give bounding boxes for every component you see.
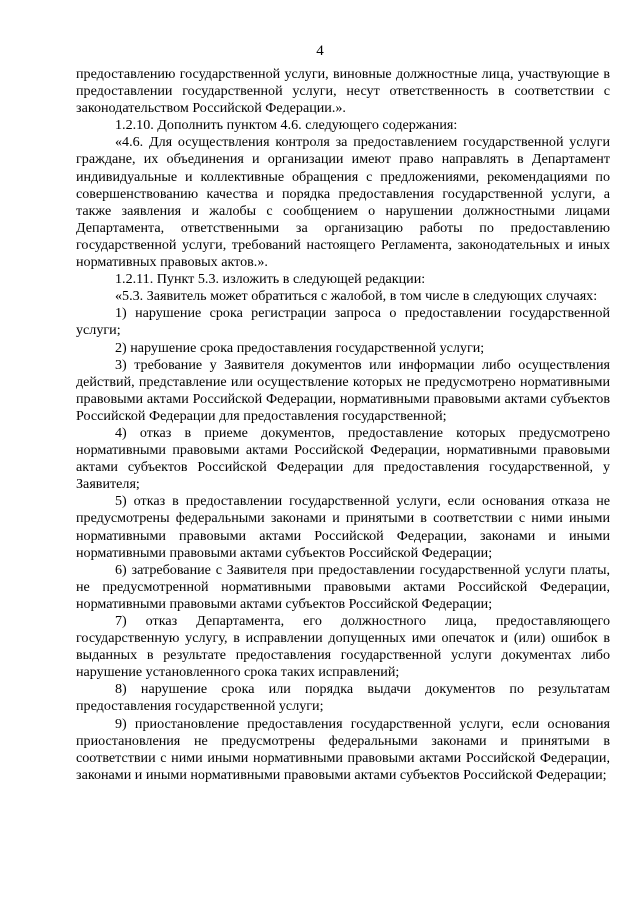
list-item-3: 3) требование у Заявителя документов или информации либо осуществления действий, представление или осуществление которых не предусмотрено нормативными правовыми актами Российской Федерации, нормативными правовыми актами субъектов Российской Федерации для предоставления государственной;	[76, 356, 610, 424]
list-item-1: 1) нарушение срока регистрации запроса о предоставлении государственной услуги;	[76, 305, 610, 339]
list-item-5: 5) отказ в предоставлении государственной услуги, если основания отказа не предусмотрены федеральными законами и принятыми в соответствии с ними иными нормативными правовыми актами Российской Федерации, законами и иными нормативными правовыми актами субъектов Российской Федерации;	[76, 493, 610, 561]
list-item-8: 8) нарушение срока или порядка выдачи документов по результатам предоставления государственной услуги;	[76, 681, 610, 715]
page-number: 4	[316, 43, 324, 59]
list-item-2: 2) нарушение срока предоставления государственной услуги;	[115, 339, 485, 356]
list-item-6: 6) затребование с Заявителя при предоставлении государственной услуги платы, не предусмотренной нормативными правовыми актами Российской Федерации, нормативными правовыми актами субъектов Российской Федерации;	[76, 561, 610, 612]
paragraph-clause-4-6: «4.6. Для осуществления контроля за предоставлением государственной услуги граждане, их объединения и организации имеют право направлять в Департамент индивидуальные и коллективные обращения с предложениями, рекомендациями по совершенствованию качества и порядка предоставления государственной услуги, а также заявления и жалобы с сообщением о нарушении должностными лицами Департамента, ответственными за организацию работы по предоставлению государственной услуги, требований настоящего Регламента, законодательных и иных нормативных правовых актов.».	[76, 134, 610, 271]
paragraph-item-1-2-11: 1.2.11. Пункт 5.3. изложить в следующей редакции:	[115, 271, 426, 288]
document-body	[76, 66, 610, 784]
list-item-7: 7) отказ Департамента, его должностного лица, предоставляющего государственную услугу, в исправлении допущенных ими опечаток и (или) ошибок в выданных в результате предоставления государственной услуги документах либо нарушение установленного срока таких исправлений;	[76, 613, 610, 681]
list-item-9: 9) приостановление предоставления государственной услуги, если основания приостановления не предусмотрены федеральными законами и принятыми в соответствии с ними иными нормативными правовыми актами Российской Федерации, законами и иными нормативными правовыми актами субъектов Российской Федерации;	[76, 715, 610, 783]
paragraph-clause-5-3: «5.3. Заявитель может обратиться с жалобой, в том числе в следующих случаях:	[115, 288, 598, 305]
paragraph-item-1-2-10: 1.2.10. Дополнить пунктом 4.6. следующего содержания:	[115, 117, 458, 134]
list-item-4: 4) отказ в приеме документов, предоставление которых предусмотрено нормативными правовыми актами Российской Федерации, нормативными правовыми актами субъектов Российской Федерации для предоставления государственной, у Заявителя;	[76, 424, 610, 493]
paragraph-continuation: предоставлению государственной услуги, виновные должностные лица, участвующие в предоставлении государственной услуги, несут ответственность в соответствии с законодательством Российской Федерации.».	[76, 66, 610, 117]
